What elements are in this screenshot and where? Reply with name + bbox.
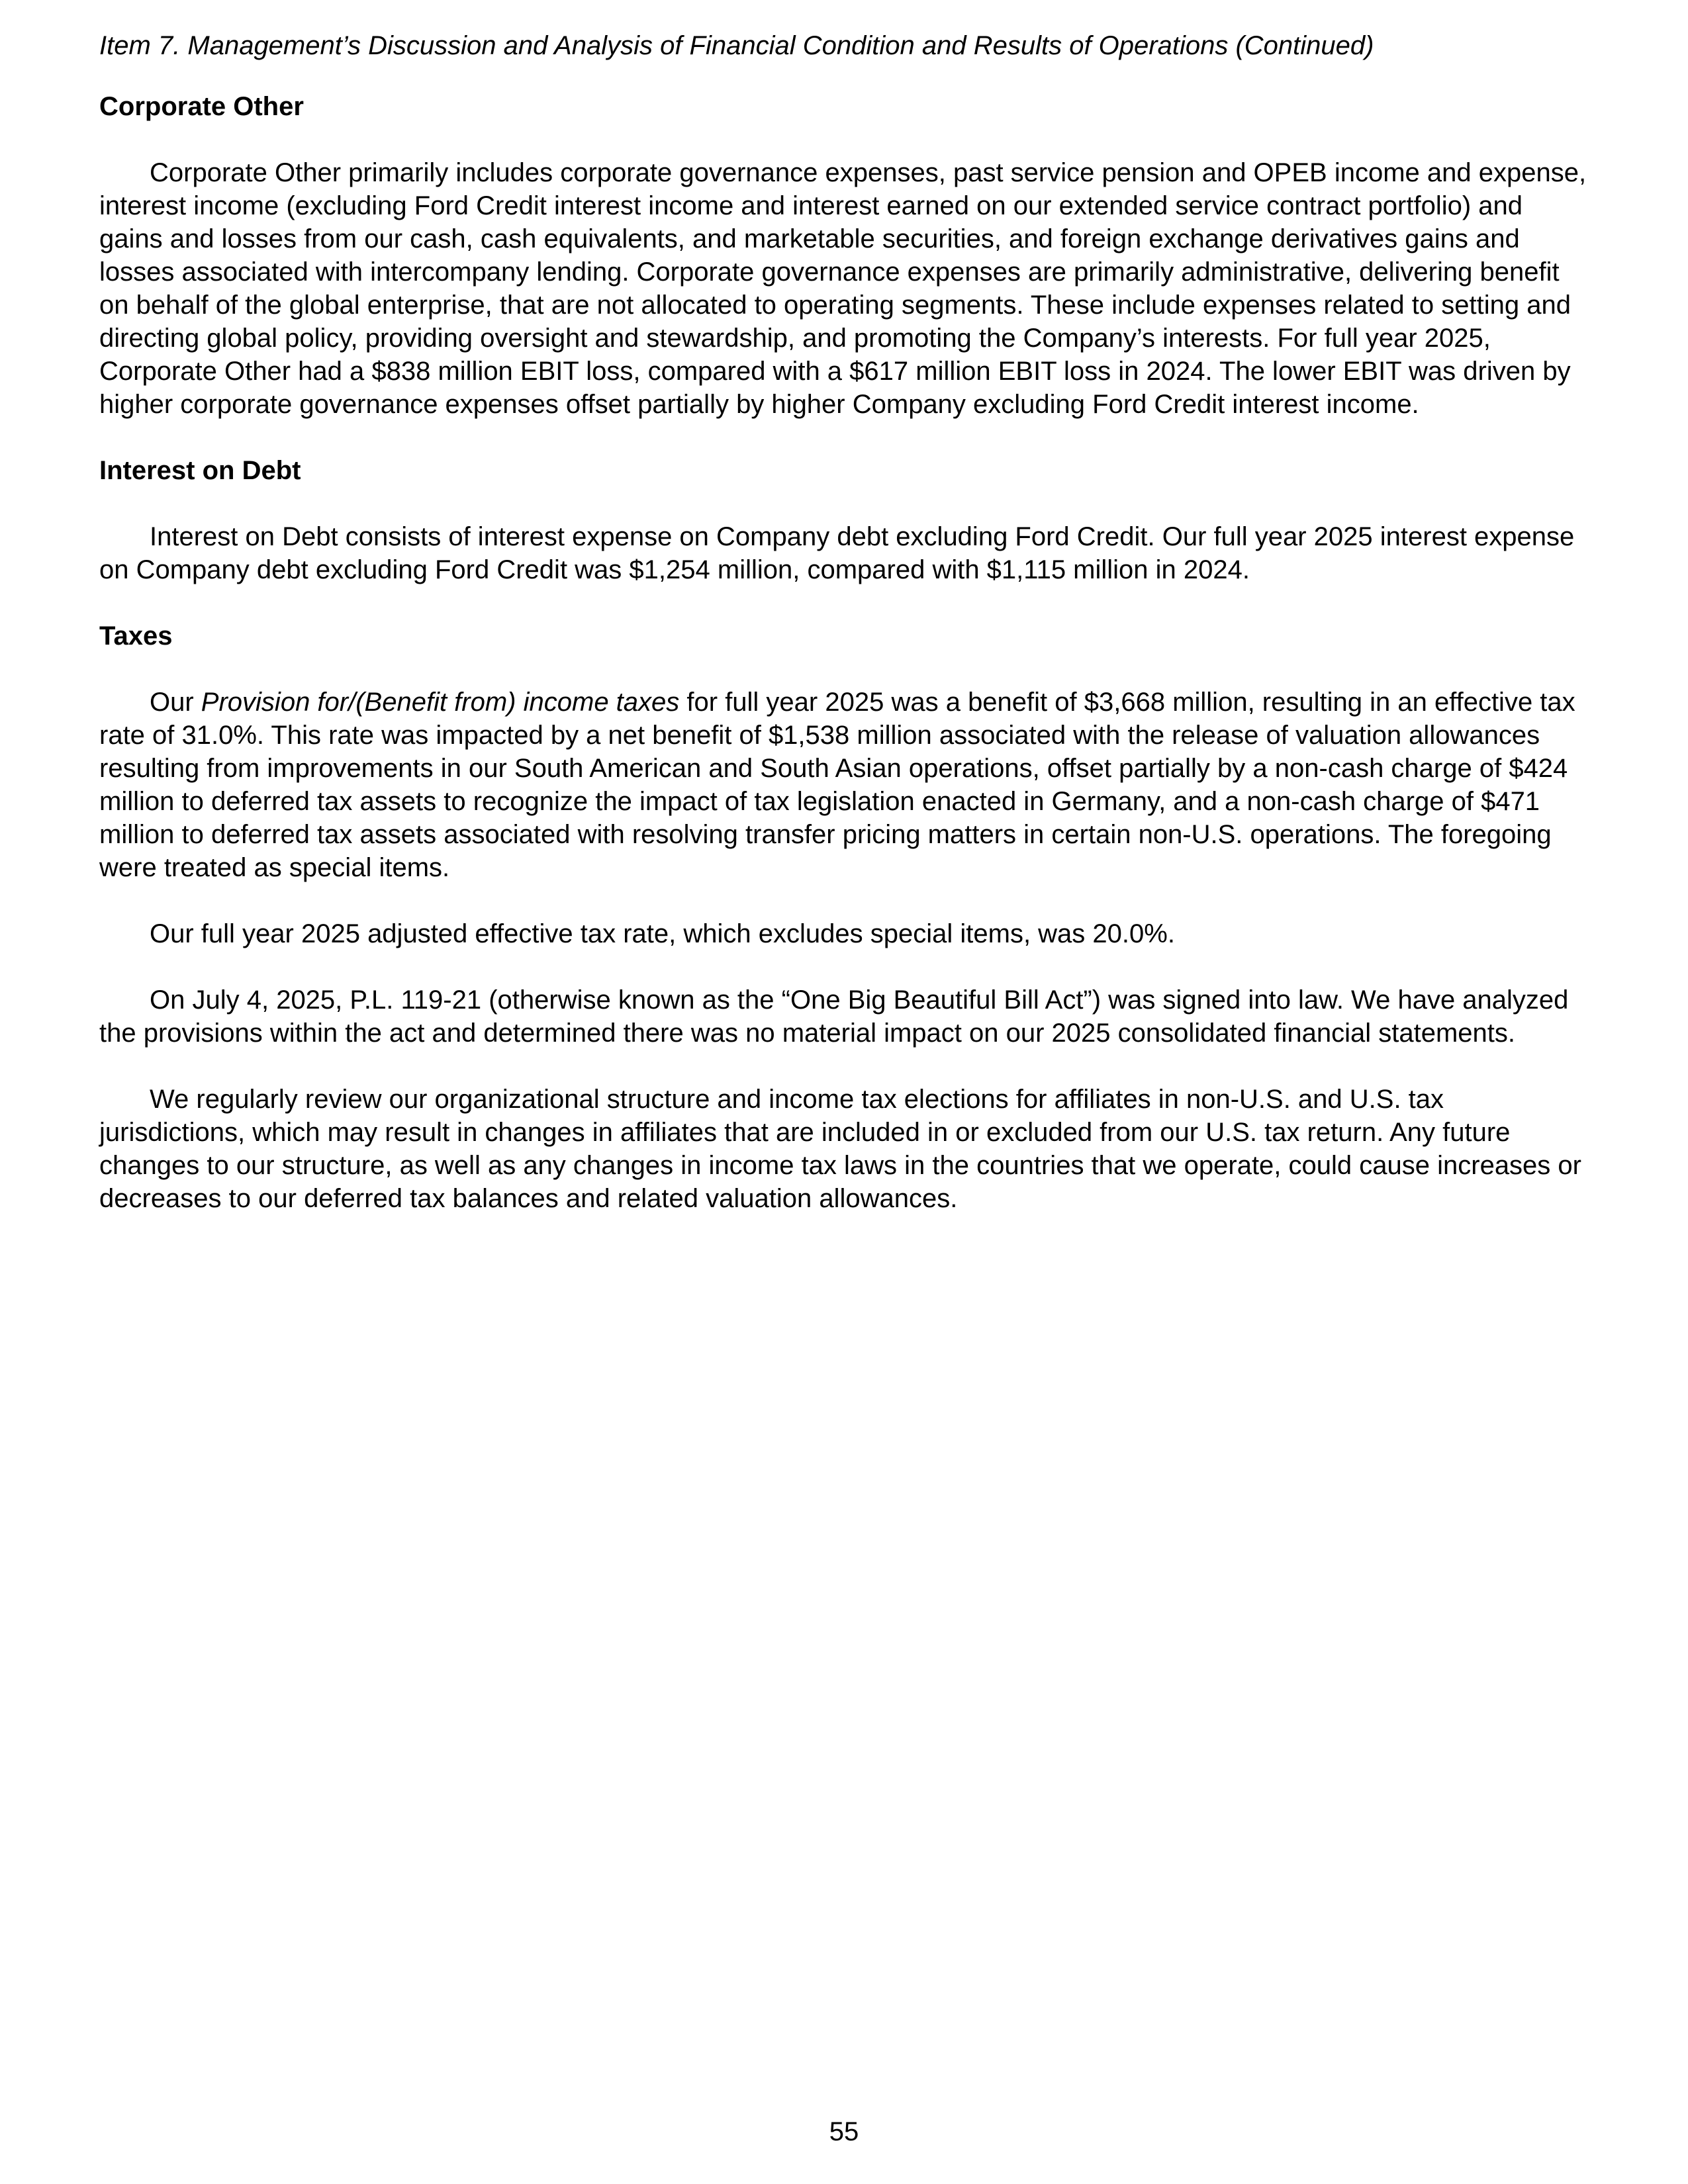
paragraph: We regularly review our organizational structure and income tax elections for affiliates in non-U.S. and U.S. tax jurisdictions, which may result in changes in affiliates that are included in or excluded from our U.S. tax return. Any future changes to our structure, as well as any changes in income tax laws in the countries that we operate, could cause increases or decreases to our deferred tax balances and related valuation allowances. [99,1085,1581,1213]
income-taxes-term: Provision for/(Benefit from) income taxes [201,688,680,717]
page-number: 55 [829,2117,859,2146]
section-taxes [99,619,1589,1215]
section-corporate-other [99,90,1589,421]
paragraph: Corporate Other primarily includes corporate governance expenses, past service pension and OPEB income and expense, interest income (excluding Ford Credit interest income and interest earned on our extended service contract portfolio) and gains and losses from our cash, cash equivalents, and marketable securities, and foreign exchange derivatives gains and losses associated with intercompany lending. Corporate governance expenses are primarily administrative, delivering benefit on behalf of the global enterprise, that are not allocated to operating segments. These include expenses related to setting and directing global policy, providing oversight and stewardship, and promoting the Company’s interests. For full year 2025, Corporate Other had a $838 million EBIT loss, compared with a $617 million EBIT loss in 2024. The lower EBIT was driven by higher corporate governance expenses offset partially by higher Company excluding Ford Credit interest income. [99,158,1587,419]
document-page [99,29,1589,1248]
paragraph-rest: for full year 2025 was a benefit of $3,668 million, resulting in an effective tax rate of 31.0%. This rate was impacted by a net benefit of $1,538 million associated with the release of valuation allowances resulting from improvements in our South American and South Asian operations, offset partially by a non-cash charge of $424 million to deferred tax assets to recognize the impact of tax legislation enacted in Germany, and a non-cash charge of $471 million to deferred tax assets associated with resolving transfer pricing matters in certain non-U.S. operations. The foregoing were treated as special items. [99,688,1575,882]
section-heading: Taxes [99,621,173,651]
paragraph: Our full year 2025 adjusted effective tax rate, which excludes special items, was 20.0%. [150,919,1175,948]
section-heading: Interest on Debt [99,456,301,485]
paragraph [99,686,1587,884]
paragraph: Interest on Debt consists of interest expense on Company debt excluding Ford Credit. Our full year 2025 interest expense on Company debt excluding Ford Credit was $1,254 million, compared with $1,115 million in 2024. [99,522,1575,584]
paragraph: On July 4, 2025, P.L. 119-21 (otherwise known as the “One Big Beautiful Bill Act”) was signed into law. We have analyzed the provisions within the act and determined there was no material impact on our 2025 consolidated financial statements. [99,985,1569,1048]
section-heading: Corporate Other [99,92,304,121]
section-interest-on-debt [99,454,1589,586]
running-head: Item 7. Management’s Discussion and Analysis of Financial Condition and Results of Operations (Continued) [99,31,1374,60]
paragraph-lead: Our [150,688,201,717]
